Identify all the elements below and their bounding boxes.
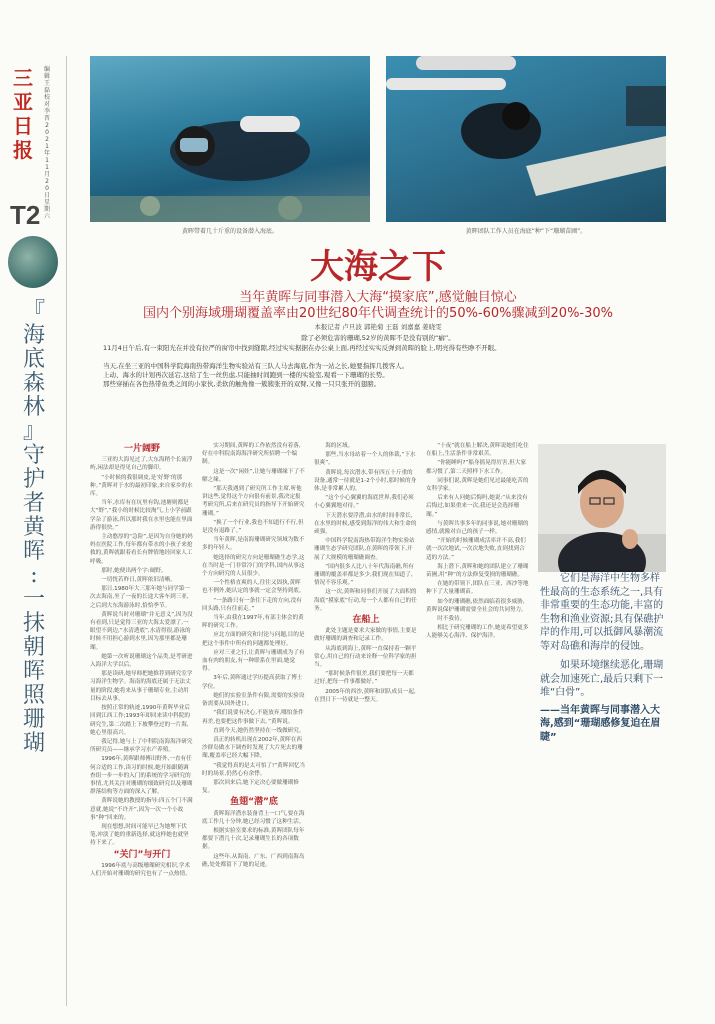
issue-info-char: 校 bbox=[43, 94, 50, 101]
body-paragraph: “一条路只有一条往下走的方向,没有回头路,只有往前走。” bbox=[202, 597, 302, 612]
body-paragraph: 同事们说,黄晖是她们见过最能吃苦的女科学家。 bbox=[426, 477, 529, 493]
body-paragraph: 当年,由我在1997年,有部主体会的黄晖的研究工作。 bbox=[202, 615, 304, 630]
body-paragraph: 与黄晖共事多年的同事说,她对珊瑚的感情,就像对自己的孩子一样。 bbox=[426, 520, 529, 536]
issue-info-char: 李 bbox=[43, 108, 50, 115]
pull-quote bbox=[540, 572, 666, 744]
diver-photo-2 bbox=[386, 56, 666, 222]
section-heading: 鱼翅“潜”底 bbox=[230, 797, 278, 808]
series-title-char: 珊 bbox=[22, 707, 45, 732]
body-paragraph: 直到今天,她仍然坚持在一线做研究。 bbox=[213, 727, 305, 734]
issue-info-char: 0 bbox=[45, 129, 49, 136]
series-title bbox=[14, 300, 54, 756]
body-paragraph: 她选择的研究方向是珊瑚礁生态学,这在当时是一门非常冷门的学科,国内从事这个方向研究的人员很少。 bbox=[202, 554, 305, 578]
lead-paragraph: 11月4日午后,有一束阳光在并没有拉严的窗帘中找到缝隙,经过实实据据在办公桌上面,再经过实实反弹到黄晖的脸上,明亮得有些睁不开眼。 bbox=[103, 344, 501, 352]
issue-info-char: 星 bbox=[43, 199, 50, 206]
body-paragraph: 在她的带领下,团队在三亚、西沙等地种下了大量珊瑚苗。 bbox=[426, 581, 529, 596]
body-paragraph: 时不我待。 bbox=[437, 616, 466, 623]
body-paragraph: 下天潜水要浮潜,由水的时间非常长,在水里的时候,感受到海洋的伟大和生命的顽强。 bbox=[314, 512, 417, 536]
series-title-char: 『 bbox=[22, 299, 45, 324]
lead-paragraph: 当天,在坐三亚的中国科学院海南热带海洋生物实验站有三队人马去海底,作为一站之长,她要指挥几拨客人。 bbox=[103, 362, 409, 370]
issue-info-char: 2 bbox=[45, 122, 49, 129]
body-paragraph: 一切恍若昨日,黄晖依旧清晰。 bbox=[101, 577, 176, 584]
ocean-emblem-image bbox=[8, 236, 58, 288]
body-paragraph: 那日,1980年大三那年她与同学第一次去海南,坐了一夜的长途大客车到三亚,之后到大东海游泳时,恰恰季节。 bbox=[90, 586, 190, 609]
body-paragraph: 实习期间,黄晖的工作依然没有着落,好在中科院南海海洋研究所招聘一个编制。 bbox=[202, 443, 301, 466]
series-title-char: 守 bbox=[22, 443, 45, 468]
body-paragraph: 如今的珊瑚礁,依然面临着很多威胁,黄晖说保护珊瑚需要全社会的共同努力。 bbox=[426, 598, 527, 613]
lead-paragraph: 上动、海水的计划再次延宕,这给了生一丝焦虑,只能抽时间跑到一楼的实验室,观看一下珊瑚的长势。 bbox=[103, 371, 389, 379]
series-title-char: 者 bbox=[22, 491, 45, 516]
issue-info-char: 1 bbox=[45, 157, 49, 164]
diver-photo-1 bbox=[90, 56, 370, 222]
body-paragraph: 1996年底与高级珊瑚研究相识,学术人们开始对珊瑚的研究也有了一点热情。 bbox=[90, 862, 191, 877]
body-paragraph: 当年黄晖,是南海珊瑚研究领域为数不多的年轻人。 bbox=[202, 537, 305, 552]
diver-illustration bbox=[90, 56, 370, 222]
series-title-char: 森 bbox=[22, 371, 45, 396]
body-paragraph: 从海底到海上,黄晖一直保持着一颗平常心,用自己的行动来诠释一位科学家的担当。 bbox=[314, 645, 417, 669]
section-heading: 一片阔野 bbox=[123, 444, 160, 454]
photo-caption: 黄晖团队工作人员在海底“种”下“珊瑚苗圃”。 bbox=[465, 228, 587, 235]
body-paragraph: 按照正常的轨迹,1990年黄晖毕业后回到江西工作;1993年却回来读中科院的研究生,第二次踏上下坡攀登过的一片海,她心里很高兴。 bbox=[90, 705, 191, 736]
issue-info-char: 2 bbox=[45, 178, 49, 185]
pull-quote-text: 如果环境继续恶化,珊瑚就会加速死亡,最后只剩下一堆“白骨”。 bbox=[540, 660, 664, 698]
series-title-char: 护 bbox=[22, 467, 45, 492]
series-title-char: 一 bbox=[22, 587, 45, 612]
headline: 大海之下 bbox=[310, 247, 446, 287]
body-paragraph: 那次回来后,她下定决心要做珊瑚修复。 bbox=[202, 779, 299, 795]
series-title-char: 林 bbox=[22, 395, 45, 420]
body-paragraph: “你能睡吗?”船身摇晃得厉害,但大家都习惯了,第二天照样下水工作。 bbox=[426, 460, 527, 475]
issue-info-char: 六 bbox=[43, 213, 50, 220]
portrait-illustration bbox=[538, 444, 666, 572]
pull-quote-source: ——当年黄晖与同事潜入大海,感到“珊瑚感修复迫在眉睫” bbox=[540, 704, 661, 743]
issue-info-char: 辑 bbox=[43, 73, 50, 80]
body-paragraph: 她第一次听说珊瑚这个品类,是考研进入海洋大学以后。 bbox=[90, 653, 193, 669]
series-title-char: 黄 bbox=[22, 515, 45, 540]
body-paragraph: 这些年,从海南、广东、广西到南海岛礁,处处都留下了她的足迹。 bbox=[202, 853, 305, 868]
body-paragraph: 1996年,黄晖跟师傅出野外,一直有任何合适的工作,读习的时候,她开始跟随调查组一步一步的入门的系统的学习研究的事情,尤其关注对珊瑚的细致研究以及珊瑚群落结构等方面的深入了解。 bbox=[90, 756, 193, 796]
subheadline: 当年黄晖与同事潜入大海“摸家底”,感觉触目惊心 bbox=[239, 290, 517, 305]
body-paragraph: “这个小心翼翼的海底世界,我们必须小心翼翼地对待。” bbox=[314, 495, 414, 510]
body-paragraph: 主动憨厚的“急险”,是因为自身她的妈妈在医院工作,每年都有带水的小孩子来抢救的,黄晖就跟着看长有牌情地经回家人工呼吸。 bbox=[90, 534, 193, 565]
body-paragraph: 黄晖说当时对珊瑚“并无意义”,因为没有看到,只是觉得三亚的大海太爱漂了,一眼望不到边,“水清透底”,水清得很,游泳的时候不用担心游到水里,因为那里都是珊瑚。 bbox=[90, 611, 193, 651]
body-paragraph: “开始的时候珊瑚成活率并不高,我们就一次次地试,一次次地失败,直到找到合适的方法。” bbox=[426, 538, 526, 561]
issue-info-char: 月 bbox=[43, 171, 50, 178]
body-paragraph: 应对三亚之行,让黄晖与珊瑚成为了有血有肉的朋友,有一种联系在里面,她觉得。 bbox=[202, 649, 305, 673]
body-paragraph: 后来有人问她后悔吗,她说:“从来没有后悔过,如果重来一次,我还是会选择珊瑚。” bbox=[426, 495, 528, 518]
body-paragraph: 那是读研,她导师把她推荐到研究室学习海洋生物学。海南的海底还属于无法丈量的阶段,她将来从事于珊瑚专业,主动用目标去从事。 bbox=[90, 671, 193, 702]
body-paragraph: 三亚的大海见过了,大东海稍个长流浮屿,闲法却是得见自己的脚印。 bbox=[90, 457, 193, 472]
issue-info-char: 1 bbox=[45, 143, 49, 150]
issue-info-char: 年 bbox=[43, 150, 50, 157]
lead-paragraph: 那些穿插在各色热带鱼类之间的小家伙,柔软的触角像一簇簇张开的双臂,又像一只只张开的翅膀。 bbox=[103, 380, 381, 388]
body-paragraph: 根据实验室要求的标准,黄晖团队每年都要下潜几十次,记录珊瑚生长的各项数据。 bbox=[202, 827, 305, 851]
body-paragraph: “那时候条件很差,我们要把每一天都过好,把每一件事都做好。” bbox=[314, 671, 414, 686]
issue-info-char: 0 bbox=[45, 185, 49, 192]
body-paragraph: 相比于研究珊瑚的工作,她更希望更多人能够关心海洋、保护海洋。 bbox=[426, 625, 529, 640]
section-heading: 在船上 bbox=[352, 615, 380, 626]
body-paragraph: 现在想想,时间可能早已为她埋下伏笔,冲淡了她的重新选择,就这样她也就坚持下来了。 bbox=[90, 823, 189, 847]
body-paragraph: 当年,水库有在坑里有钩,池塘则都是大“野”,“我小的时候比较淘气,上小学前跟学杂了游泳,所以那时我在水里也能在里面游得很快。” bbox=[90, 500, 193, 531]
body-paragraph: 黄晖说她的教授的指导:四五个门不满意就,她说“不许开”,因为一次一个小故事“种”回来的。 bbox=[90, 798, 193, 821]
body-paragraph: “我觉得真的是太可怕了!”黄晖回忆当时的场景,仍然心有余悸。 bbox=[202, 762, 306, 777]
series-title-char: 』 bbox=[22, 419, 45, 444]
body-paragraph: 真正的转机出现在2002年,黄晖在西沙群岛做水下调查时发现了大片死去的珊瑚,覆盖率已经大幅下降。 bbox=[202, 736, 303, 760]
body-paragraph: 那些,当水母站着一个人的体裁,“下水很爽”。 bbox=[314, 452, 416, 467]
body-paragraph: 一个性格直爽的人,往往又固执,黄晖也不例外,她认定的事就一定会坚持到底。 bbox=[202, 580, 305, 595]
body-paragraph: 黄晖海洋潜水装备背上一口气,要在海底工作几十分钟,她已经习惯了这种生活。 bbox=[202, 810, 305, 825]
body-paragraph: 我记得,她与上了中科院南海海洋研究所研究员——继承学习水产养殖。 bbox=[90, 738, 193, 754]
issue-info bbox=[40, 66, 54, 220]
series-title-char: 晖 bbox=[22, 539, 45, 564]
body-paragraph: 此处主题是要求大家做的事情,主要是做好珊瑚的调查和记录工作。 bbox=[314, 628, 417, 643]
issue-info-char: 对 bbox=[43, 101, 50, 108]
article-column-1 bbox=[90, 442, 194, 1012]
section-label: T2 bbox=[10, 200, 41, 230]
masthead bbox=[10, 66, 36, 162]
series-title-char: 朝 bbox=[22, 635, 45, 660]
body-paragraph: 3年后,黄晖通过学历提高获取了博士学位。 bbox=[202, 675, 303, 690]
body-paragraph: “十夜”就在船上解决,黄晖说她们吃住在船上,生活条件非常艰苦。 bbox=[426, 443, 529, 458]
series-title-char: 瑚 bbox=[22, 731, 45, 756]
body-paragraph: “那天我遇到了研究所工作主席,听他讲这些,觉得这个方向很有前景,我决定报考研究所,后来在研究员的指导下开始研究珊瑚。” bbox=[202, 486, 305, 517]
series-title-char: 照 bbox=[22, 683, 45, 708]
series-title-char: 抹 bbox=[22, 611, 45, 636]
body-paragraph: 海的区域。 bbox=[325, 443, 354, 449]
body-paragraph: “小时候的我很调皮,是‘好野’的那种。”黄晖对于水的最初印象,来自家乡的水库。 bbox=[90, 474, 193, 498]
series-title-char: 晖 bbox=[22, 659, 45, 684]
masthead-char: 日 bbox=[13, 114, 33, 138]
article-column-4 bbox=[426, 442, 530, 1012]
issue-info-char: 期 bbox=[43, 206, 50, 213]
series-title-char: 底 bbox=[22, 347, 45, 372]
series-title-char: 海 bbox=[22, 323, 45, 348]
body-paragraph: 应北方面的研究和讨论与问题,目的是把这个事件中所有的问题都处理好。 bbox=[202, 632, 305, 647]
body-paragraph: “换了一个行业,我也不知道行不行,但是没有退路了。” bbox=[202, 519, 304, 535]
byline: 本报记者 卢旦波 郭艳菊 王磊 刘嘉嘉 姜晓雯 bbox=[314, 323, 442, 331]
masthead-char: 报 bbox=[13, 138, 33, 162]
body-paragraph: 黄晖说,每次潜水,带有四五十斤重的设备,通常一待就是1-2个小时,那时候的身体,是非常累人的。 bbox=[314, 469, 417, 493]
body-paragraph: 中国科学院南海热带海洋生物实验站珊瑚生态学研究团队,在黄晖的带领下,开展了大规模的珊瑚礁调查。 bbox=[314, 538, 415, 561]
issue-info-char: 2 bbox=[45, 136, 49, 143]
section-heading: “关门”与开门 bbox=[113, 849, 171, 860]
subheadline: 国内个别海域珊瑚覆盖率由20世纪80年代调查统计的50%-60%骤减到20%-30% bbox=[142, 306, 614, 321]
body-paragraph: 海上潜下,黄晖和她的团队建立了珊瑚苗圃,用“种”的方法修复受损的珊瑚礁。 bbox=[426, 563, 529, 579]
body-paragraph: “国内很多人比八十年代海南礁,所有珊瑚的覆盖率都是多少,我们现在知道了,情况不容乐观。” bbox=[314, 563, 414, 587]
issue-info-char: 王 bbox=[43, 80, 50, 87]
photo-caption: 黄晖带着几十斤重的设备潜入海底。 bbox=[181, 228, 278, 235]
pull-quote-text: 它们是海洋中生物多样性最高的生态系统之一,具有非常重要的生态功能,丰富的生物和渔业资源;具有保礁护岸的作用,可以抵御风暴潮流等对岛礁和海岸的侵蚀。 bbox=[540, 573, 664, 652]
coral-nursery-illustration bbox=[386, 56, 666, 222]
masthead-char: 亚 bbox=[13, 90, 33, 114]
article-column-3 bbox=[314, 442, 418, 1012]
body-paragraph: 这一次,黄晖和同事们开展了大面积的海底“摸家底”行动,每一个人都有自己的任务。 bbox=[314, 589, 417, 612]
body-paragraph: 她们的实验室条件有限,需要的实验设备需要从国外进口。 bbox=[202, 692, 305, 708]
issue-info-char: 晋 bbox=[43, 115, 50, 122]
article-column-2 bbox=[202, 442, 306, 1012]
column-divider bbox=[66, 56, 67, 1006]
portrait-photo bbox=[538, 444, 666, 572]
series-title-char: : bbox=[30, 563, 38, 588]
body-paragraph: 2005年的西沙,黄晖和团队成员一起,在烈日下一待就是一整天。 bbox=[314, 688, 416, 703]
issue-info-char: 日 bbox=[43, 192, 50, 199]
body-paragraph: “我们说要有决心,不能放弃,哪怕条件再差,也要把这件事做下去。”黄晖说。 bbox=[202, 710, 304, 725]
issue-info-char: 1 bbox=[45, 164, 49, 171]
body-paragraph: 那时,她便出两个字:阔野。 bbox=[101, 567, 167, 574]
issue-info-char: 磊 bbox=[43, 87, 50, 94]
masthead-char: 三 bbox=[13, 66, 33, 90]
body-paragraph: 这是一次“闲娃”,让她与珊瑚缘下了不解之缘。 bbox=[202, 468, 305, 483]
issue-info-char: 编 bbox=[43, 66, 50, 73]
photo-note: 除了必须危害的珊瑚,52岁的黄晖不是没有别的“癖”。 bbox=[301, 334, 455, 342]
